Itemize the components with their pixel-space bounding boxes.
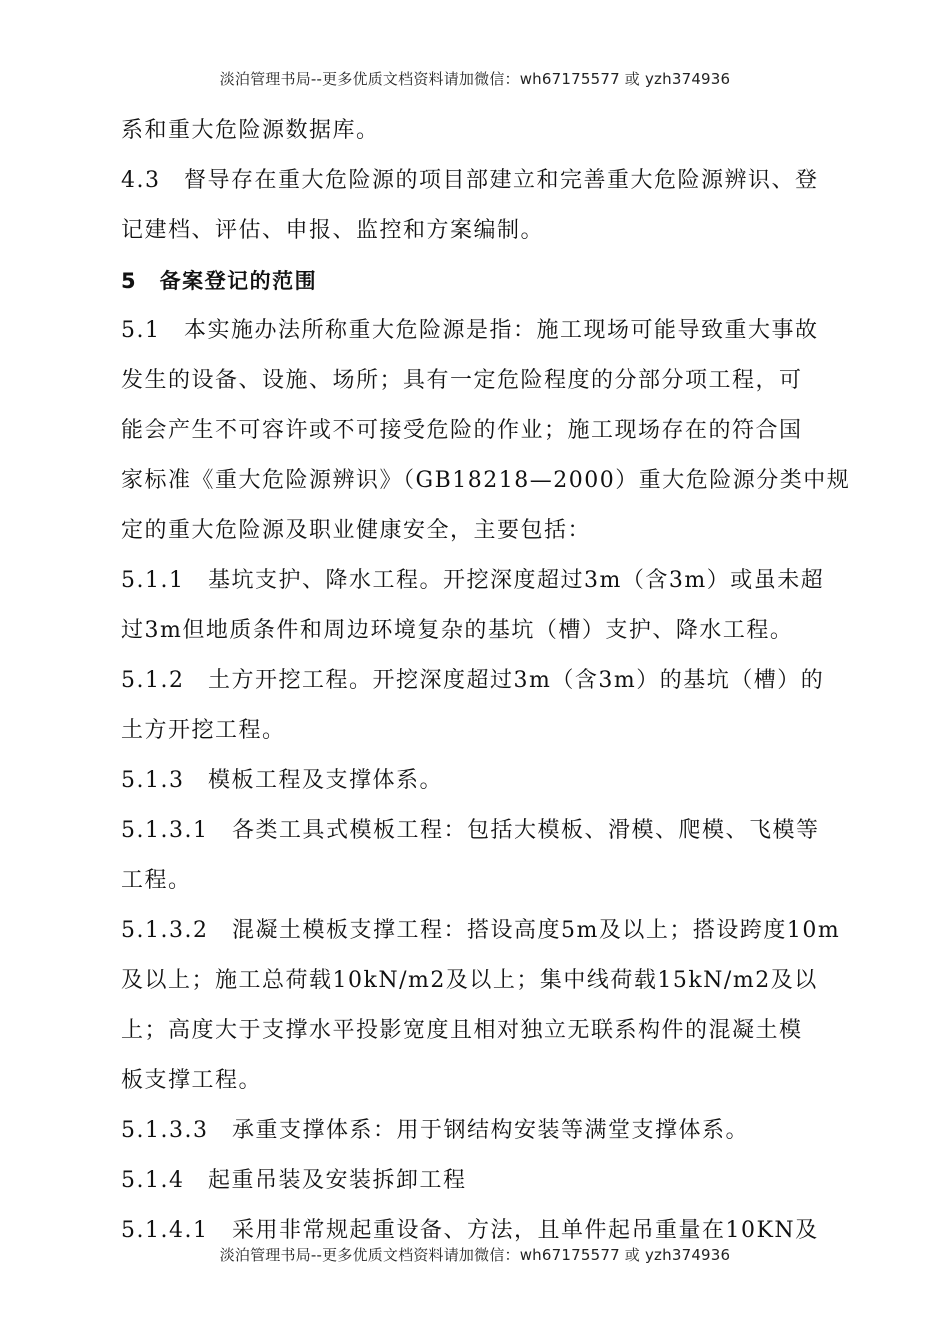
text-line: 5.1 本实施办法所称重大危险源是指：施工现场可能导致重大事故 xyxy=(121,318,819,343)
text-line: 5.1.3 模板工程及支撑体系。 xyxy=(121,768,443,793)
document-body xyxy=(121,106,851,1256)
text-line: 5.1.3.1 各类工具式模板工程：包括大模板、滑模、爬模、飞模等 xyxy=(121,818,820,843)
text-line: 5.1.3.2 混凝土模板支撑工程：搭设高度5m及以上；搭设跨度10m xyxy=(121,918,841,943)
text-line: 上；高度大于支撑水平投影宽度且相对独立无联系构件的混凝土模 xyxy=(121,1018,803,1043)
text-line: 过3m但地质条件和周边环境复杂的基坑（槽）支护、降水工程。 xyxy=(121,618,794,643)
text-line: 5.1.1 基坑支护、降水工程。开挖深度超过3m（含3m）或虽未超 xyxy=(121,568,825,593)
text-line: 5.1.4 起重吊装及安装拆卸工程 xyxy=(121,1168,467,1193)
text-line: 记建档、评估、申报、监控和方案编制。 xyxy=(121,218,545,243)
text-line: 系和重大危险源数据库。 xyxy=(121,118,380,143)
text-line: 及以上；施工总荷载10kN/m2及以上；集中线荷载15kN/m2及以 xyxy=(121,968,818,993)
text-line: 家标准《重大危险源辨识》（GB18218—2000）重大危险源分类中规 xyxy=(121,468,851,493)
text-line: 定的重大危险源及职业健康安全，主要包括： xyxy=(121,518,592,543)
text-line: 能会产生不可容许或不可接受危险的作业；施工现场存在的符合国 xyxy=(121,418,803,443)
text-line: 5.1.4.1 采用非常规起重设备、方法，且单件起吊重量在10KN及 xyxy=(121,1218,819,1243)
text-line: 发生的设备、设施、场所；具有一定危险程度的分部分项工程，可 xyxy=(121,368,803,393)
page-header-watermark: 淡泊管理书局--更多优质文档资料请加微信：wh67175577 或 yzh374936 xyxy=(219,70,731,88)
text-line: 4.3 督导存在重大危险源的项目部建立和完善重大危险源辨识、登 xyxy=(121,168,819,193)
text-line: 5.1.2 土方开挖工程。开挖深度超过3m（含3m）的基坑（槽）的 xyxy=(121,668,825,693)
text-line: 工程。 xyxy=(121,868,192,893)
text-line: 板支撑工程。 xyxy=(121,1068,263,1093)
section-heading: 5 备案登记的范围 xyxy=(121,269,318,293)
page-footer-watermark: 淡泊管理书局--更多优质文档资料请加微信：wh67175577 或 yzh374936 xyxy=(219,1246,731,1264)
text-line: 5.1.3.3 承重支撑体系：用于钢结构安装等满堂支撑体系。 xyxy=(121,1118,749,1143)
text-line: 土方开挖工程。 xyxy=(121,718,286,743)
